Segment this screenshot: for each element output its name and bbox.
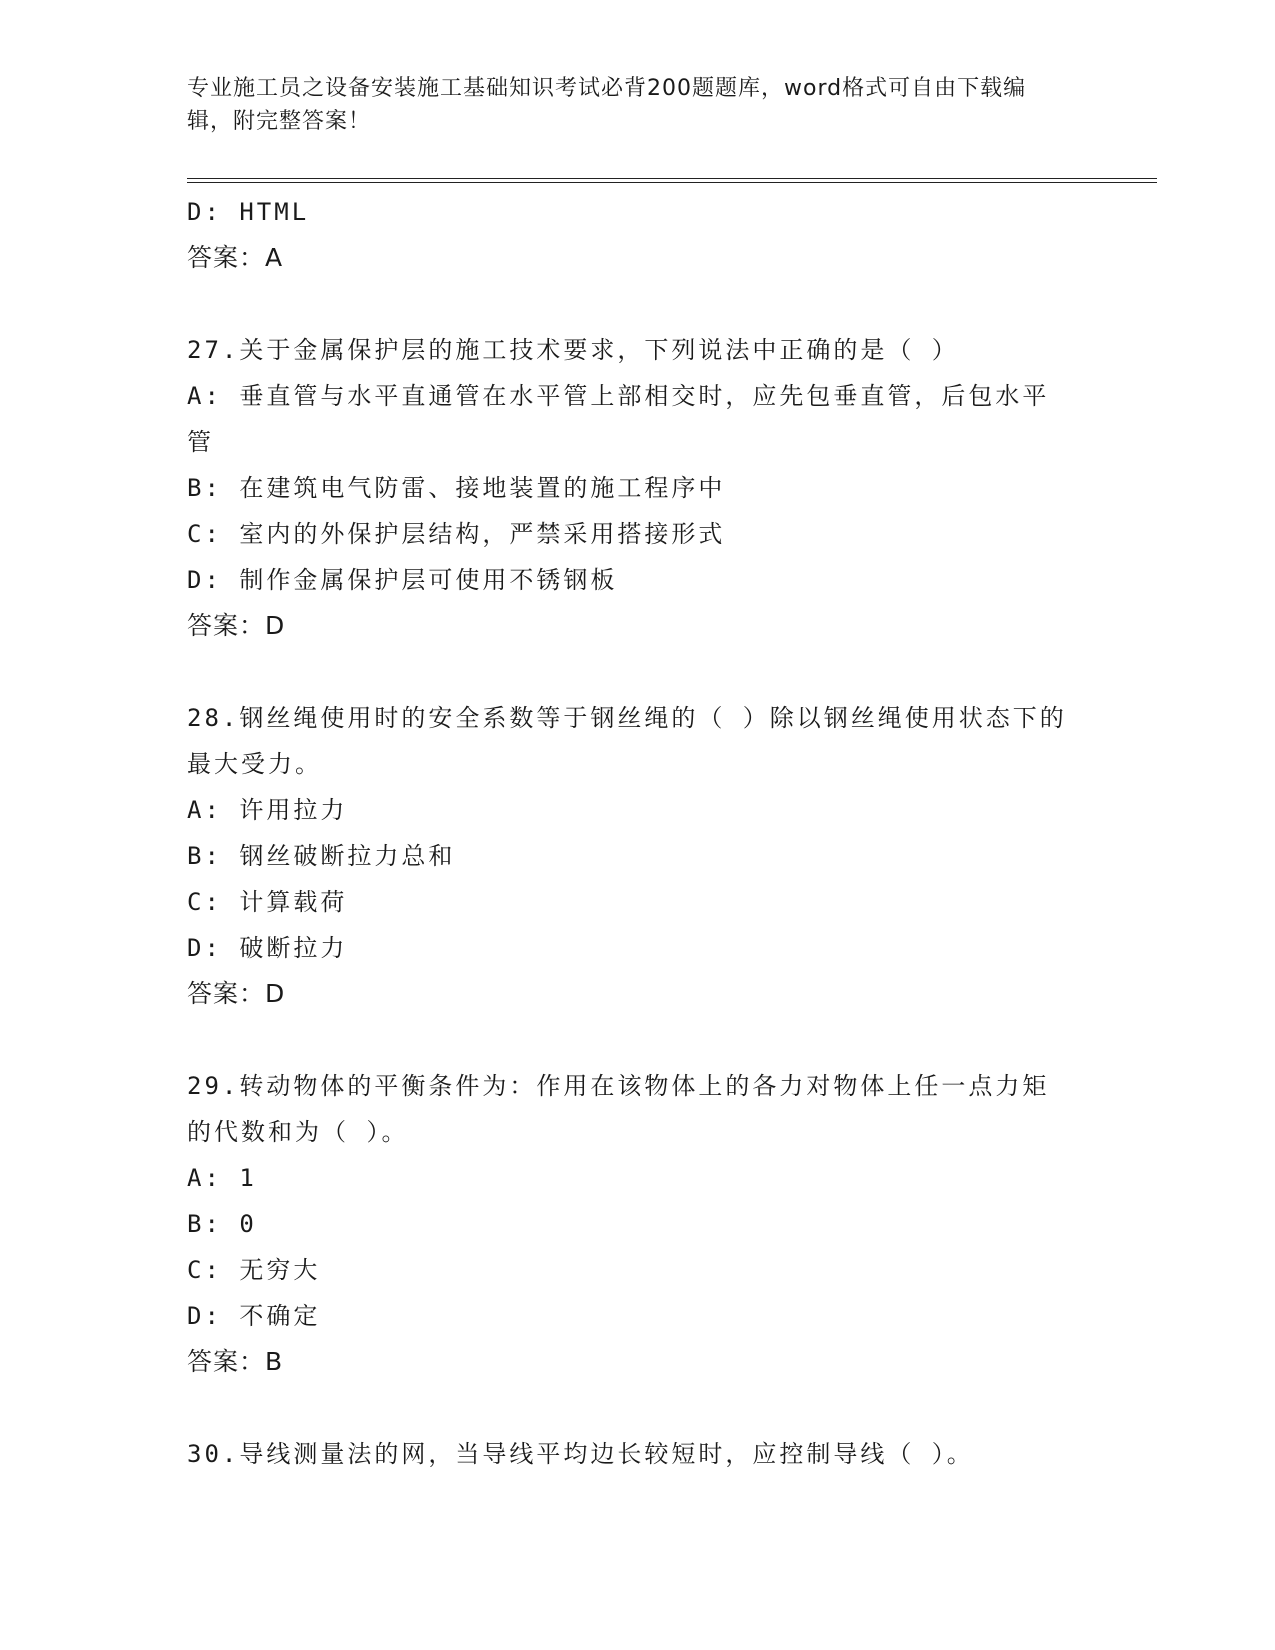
option-c: C: 计算载荷 — [187, 888, 348, 916]
question-stem: 27.关于金属保护层的施工技术要求，下列说法中正确的是（ ） — [187, 336, 959, 364]
answer-line: 答案：D — [187, 979, 286, 1008]
option-b: B: 0 — [187, 1210, 257, 1238]
answer-line: 答案：D — [187, 611, 286, 640]
answer-line: 答案：A — [187, 243, 284, 272]
question-28 — [187, 695, 1067, 1017]
question-30 — [187, 1431, 1067, 1477]
option-d: D: 破断拉力 — [187, 934, 348, 962]
document-body — [187, 189, 1067, 1477]
question-stem: 30.导线测量法的网，当导线平均边长较短时，应控制导线（ ）。 — [187, 1440, 974, 1468]
option-c: C: 无穷大 — [187, 1256, 321, 1284]
option-a: A: 许用拉力 — [187, 796, 348, 824]
question-27 — [187, 327, 1067, 649]
option-b: B: 在建筑电气防雷、接地装置的施工程序中 — [187, 474, 726, 502]
question-29 — [187, 1063, 1067, 1385]
document-header: 专业施工员之设备安装施工基础知识考试必背200题题库，word格式可自由下载编辑，附完整答案！ — [187, 76, 1027, 134]
question-stem: 29.转动物体的平衡条件为：作用在该物体上的各力对物体上任一点力矩的代数和为（ ）。 — [187, 1072, 1050, 1146]
option-b: B: 钢丝破断拉力总和 — [187, 842, 456, 870]
option-d: D: 制作金属保护层可使用不锈钢板 — [187, 566, 618, 594]
option-a: A: 垂直管与水平直通管在水平管上部相交时，应先包垂直管，后包水平管 — [187, 382, 1050, 456]
option-d: D: HTML — [187, 198, 310, 226]
option-c: C: 室内的外保护层结构，严禁采用搭接形式 — [187, 520, 726, 548]
header-divider — [187, 178, 1157, 183]
question-stem: 28.钢丝绳使用时的安全系数等于钢丝绳的（ ）除以钢丝绳使用状态下的最大受力。 — [187, 704, 1067, 778]
option-a: A: 1 — [187, 1164, 257, 1192]
answer-line: 答案：B — [187, 1347, 284, 1376]
option-d: D: 不确定 — [187, 1302, 321, 1330]
